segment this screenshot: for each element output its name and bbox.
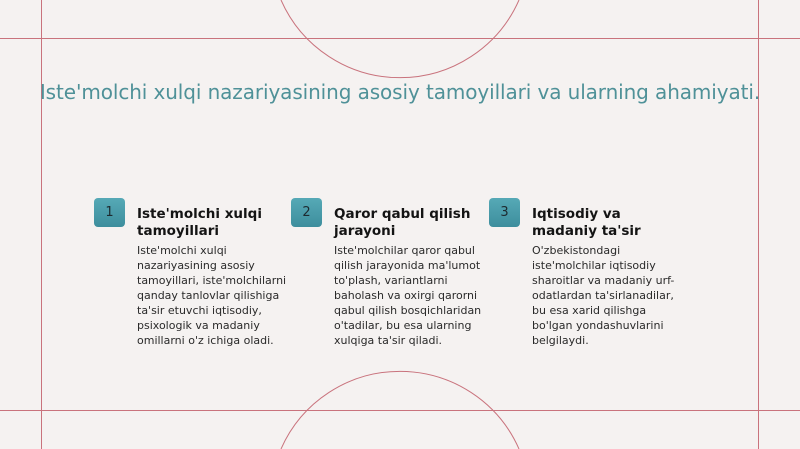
slide-title: Iste'molchi xulqi nazariyasining asosiy tamoyillari va ularning ahamiyati. [39, 80, 761, 104]
number-badge: 1 [94, 198, 125, 227]
number-badge: 2 [291, 198, 322, 227]
number-badge: 3 [489, 198, 520, 227]
card-title: Qaror qabul qilish jarayoni [334, 206, 471, 239]
card-title: Iste'molchi xulqi tamoyillari [137, 206, 262, 239]
card-title: Iqtisodiy va madaniy ta'sir [532, 206, 641, 239]
card-body: Iste'molchi xulqi nazariyasining asosiy tamoyillari, iste'molchilarni qanday tanlovlar qilishiga ta'sir etuvchi iqtisodiy, psixologik va madaniy omillarni o'z ichiga oladi. [137, 244, 287, 347]
card-body: O'zbekistondagi iste'molchilar iqtisodiy sharoitlar va madaniy urf-odatlardan ta'sirlanadilar, bu esa xarid qilishga bo'lgan yondashuvlarini belgilaydi. [532, 244, 675, 347]
card-body: Iste'molchilar qaror qabul qilish jarayonida ma'lumot to'plash, variantlarni baholash va oxirgi qarorni qabul qilish bosqichlaridan o'tadilar, bu esa ularning xulqiga ta'sir qiladi. [334, 244, 482, 347]
